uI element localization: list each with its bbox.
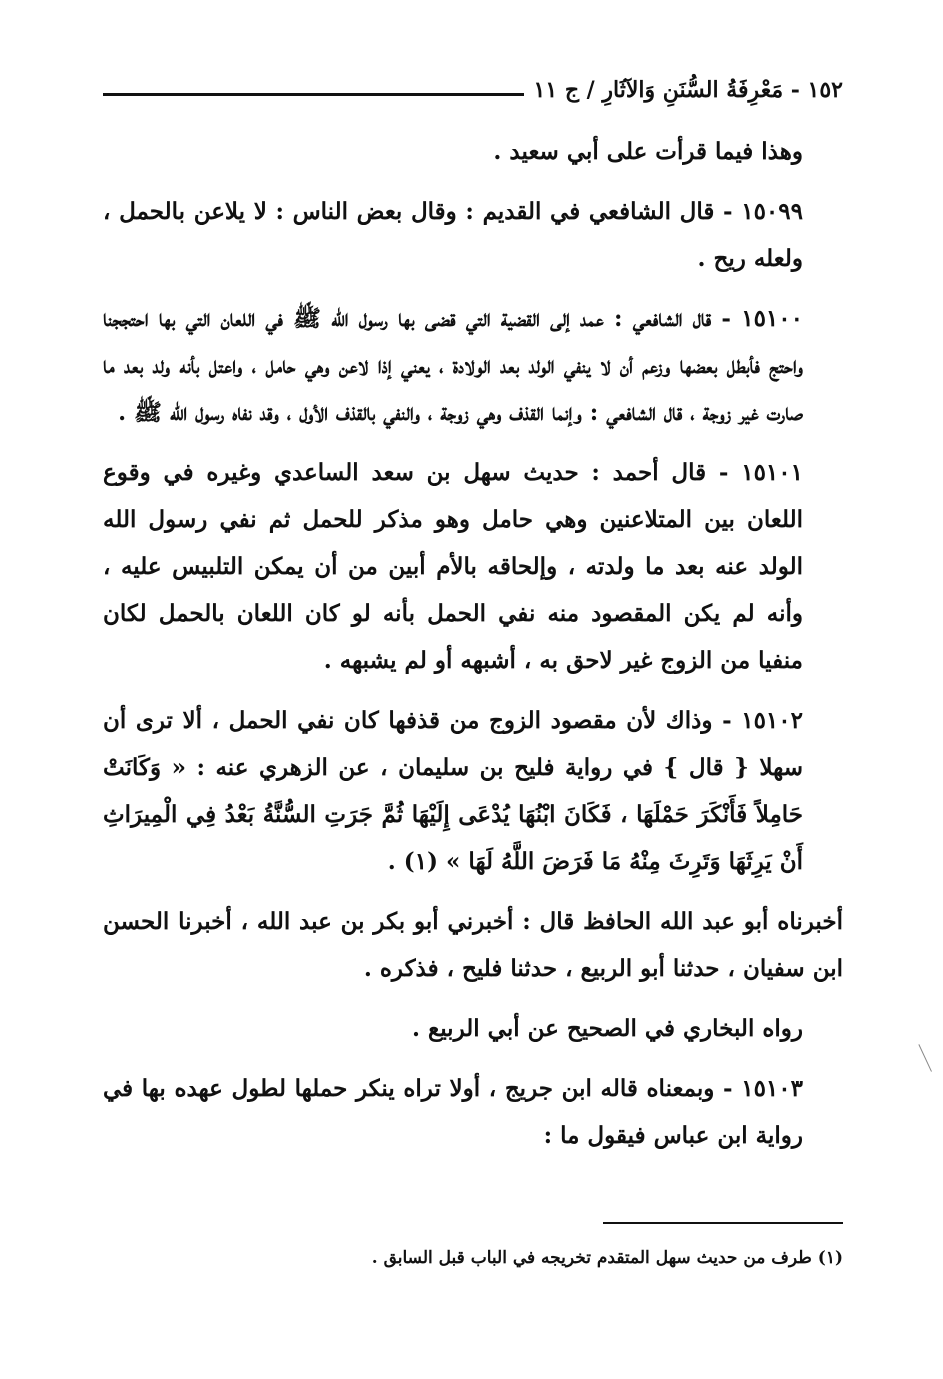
paragraph-15103: ١٥١٠٣ - وبمعناه قاله ابن جريج ، أولا تراه ينكر حملها لطول عهده بها في رواية ابن عباس فيقول ما : <box>103 1075 803 1149</box>
main-text <box>103 128 843 1172</box>
running-title: ١٥٢ - مَعْرِفَةُ السُّنَنِ وَالآثَارِ / ج ١١ <box>533 77 843 103</box>
running-header <box>103 70 843 110</box>
header-rule <box>103 93 524 96</box>
paragraph-15099: ١٥٠٩٩ - قال الشافعي في القديم : وقال بعض الناس : لا يلاعن بالحمل ، ولعله ريح . <box>103 198 803 272</box>
footnote-separator <box>603 1222 843 1224</box>
paragraph-intro: وهذا فيما قرأت على أبي سعيد . <box>493 138 803 165</box>
margin-mark <box>918 1038 943 1072</box>
paragraph-isnad: أخبرناه أبو عبد الله الحافظ قال : أخبرني أبو بكر بن عبد الله ، أخبرنا الحسن ابن سفيان ، حدثنا أبو الربيع ، حدثنا فليح ، فذكره . <box>103 908 843 982</box>
footnote: (١) طرف من حديث سهل المتقدم تخريجه في الباب قبل السابق . <box>371 1248 843 1268</box>
paragraph-15100: ١٥١٠٠ - قال الشافعي : عمد إلى القضية التي قضى بها رسول الله ﷺ في اللعان التي بها احتججنا واحتج فأبطل بعضها وزعم أن لا ينفي الولد بعد الولادة ، يعني إذا لاعن وهي حامل ، واعتل بأنه ولد بعد ما صارت غير زوجة ، قال الشافعي : وإنما القذف وهي زوجة ، والنفي بالقذف الأول ، وقد نفاه رسول الله ﷺ . <box>103 305 803 426</box>
paragraph-bukhari: رواه البخاري في الصحيح عن أبي الربيع . <box>411 1015 803 1042</box>
paragraph-15101: ١٥١٠١ - قال أحمد : حديث سهل بن سعد الساعدي وغيره في وقوع اللعان بين المتلاعنين وهي حامل وهو مذكر للحمل ثم نفي رسول الله الولد عنه بعد ما ولدته ، وإلحاقه بالأم أبين من أن يمكن التلبيس عليه ، وأنه لم يكن المقصود منه نفي الحمل بأنه لو كان اللعان بالحمل لكان منفيا من الزوج غير لاحق به ، أشبهه أو لم يشبهه . <box>103 459 803 674</box>
paragraph-15102: ١٥١٠٢ - وذاك لأن مقصود الزوج من قذفها كان نفي الحمل ، ألا ترى أن سهلا { قال } في رواية فليح بن سليمان ، عن الزهري عنه : « وَكَانَتْ حَامِلاً فَأَنْكَرَ حَمْلَهَا ، فَكَانَ ابْنُهَا يُدْعَى إِلَيْهَا ثُمَّ جَرَتِ السُّنَّةُ بَعْدُ فِي الْمِيرَاثِ أَنْ يَرِثَهَا وَتَرِثَ مِنْهُ مَا فَرَضَ اللَّهُ لَهَا » (١) . <box>103 707 803 875</box>
